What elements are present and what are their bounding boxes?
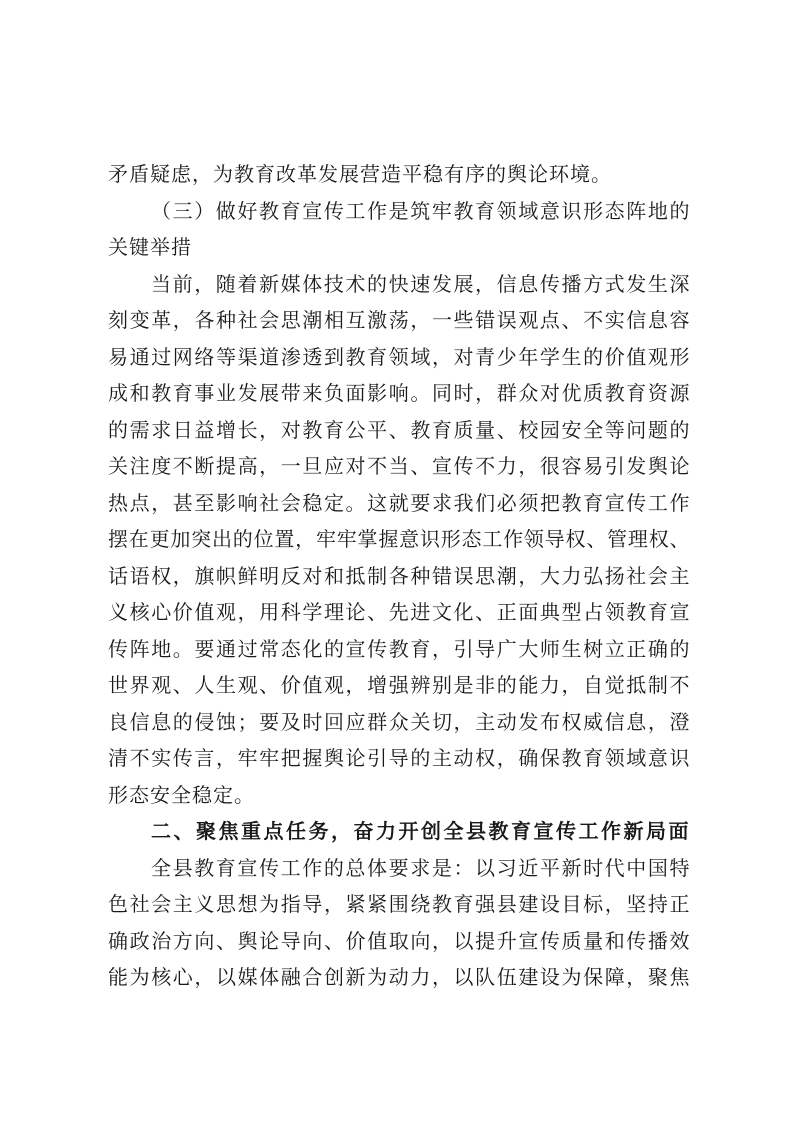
text-line: 当前，随着新媒体技术的快速发展，信息传播方式发生深: [151, 271, 690, 296]
text-line: 成和教育事业发展带来负面影响。同时，群众对优质教育资源: [108, 381, 690, 405]
subheading-3: [108, 193, 690, 266]
text-line: 话语权，旗帜鲜明反对和抵制各种错误思潮，大力弘扬社会主: [108, 563, 690, 588]
text-line: 传阵地。要通过常态化的宣传教育，引导广大师生树立正确的: [108, 636, 690, 661]
paragraph-closing: [108, 156, 690, 193]
text-line: （三）做好教育宣传工作是筑牢教育领域意识形态阵地的: [151, 198, 690, 223]
text-line: 色社会主义思想为指导，紧紧围绕教育强县建设目标，坚持正: [108, 892, 690, 916]
text-line: 形态安全稳定。: [108, 782, 255, 807]
text-line: 世界观、人生观、价值观，增强辨别是非的能力，自觉抵制不: [108, 673, 690, 697]
text-line: 矛盾疑虑，为教育改革发展营造平稳有序的舆论环境。: [108, 162, 612, 186]
text-line: 摆在更加突出的位置，牢牢掌握意识形态工作领导权、管理权、: [108, 527, 690, 551]
text-line: 义核心价值观，用科学理论、先进文化、正面典型占领教育宣: [108, 600, 690, 624]
text-line: 确政治方向、舆论导向、价值取向，以提升宣传质量和传播效: [108, 928, 690, 953]
paragraph-body: [108, 266, 690, 814]
text-line: 热点，甚至影响社会稳定。这就要求我们必须把教育宣传工作: [108, 490, 690, 515]
text-line: 全县教育宣传工作的总体要求是：以习近平新时代中国特: [151, 855, 690, 880]
text-line: 的需求日益增长，对教育公平、教育质量、校园安全等问题的: [108, 417, 690, 442]
text-line: 刻变革，各种社会思潮相互激荡，一些错误观点、不实信息容: [108, 308, 690, 332]
text-line: 关注度不断提高，一旦应对不当、宣传不力，很容易引发舆论: [108, 454, 690, 478]
paragraph-requirements: [108, 850, 690, 996]
text-line: 关键举措: [108, 235, 192, 259]
heading-line: 二、聚焦重点任务，奋力开创全县教育宣传工作新局面: [151, 819, 690, 843]
text-line: 能为核心，以媒体融合创新为动力，以队伍建设为保障，聚焦: [108, 965, 690, 989]
text-line: 易通过网络等渠道渗透到教育领域，对青少年学生的价值观形: [108, 344, 690, 369]
text-line: 良信息的侵蚀；要及时回应群众关切，主动发布权威信息，澄: [108, 709, 690, 734]
section-heading-2: [108, 813, 690, 850]
document-page: [108, 156, 690, 996]
text-line: 清不实传言，牢牢把握舆论引导的主动权，确保教育领域意识: [108, 746, 690, 770]
